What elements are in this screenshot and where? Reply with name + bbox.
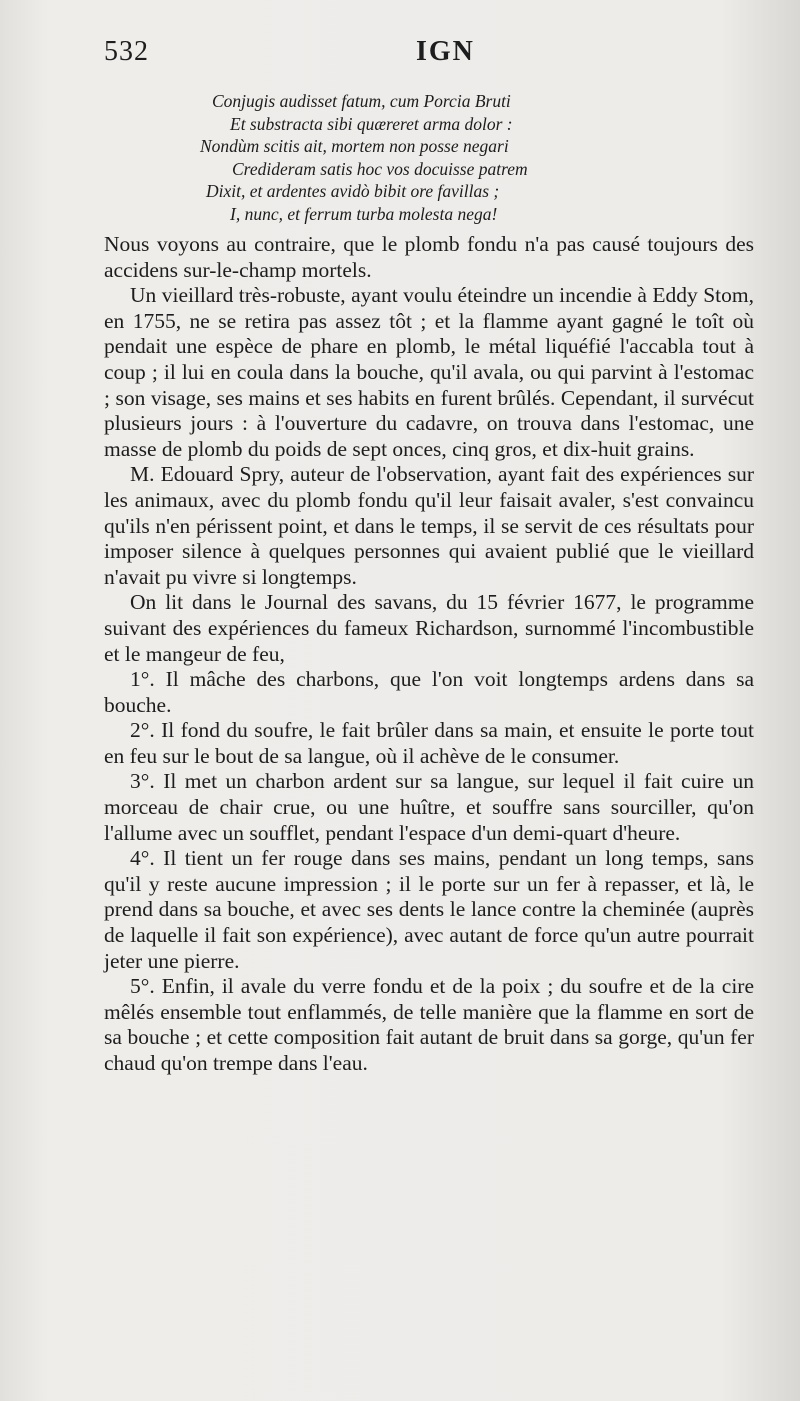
running-head: [104, 36, 754, 76]
verse-line: Nondùm scitis ait, mortem non posse negari: [200, 136, 509, 156]
verse-line: Dixit, et ardentes avidò bibit ore favillas ;: [206, 181, 500, 201]
body-text: [104, 232, 754, 1077]
paragraph: Un vieillard très-robuste, ayant voulu éteindre un incendie à Eddy Stom, en 1755, ne se retira pas assez tôt ; et la flamme ayant gagné le toît où pendait une espèce de phare en plomb, le métal liquéfié l'accabla tout à coup ; il lui en coula dans la bouche, qu'il avala, ou qui parvint à l'estomac ; son visage, ses mains et ses habits en furent brûlés. Cependant, il survécut plusieurs jours : à l'ouverture du cadavre, on trouva dans l'estomac, une masse de plomb du poids de sept onces, cinq gros, et dix-huit grains.: [104, 283, 754, 461]
paragraph: M. Edouard Spry, auteur de l'observation, ayant fait des expériences sur les animaux, avec du plomb fondu qu'il leur faisait avaler, s'est convaincu qu'ils n'en périssent point, et dans le temps, il se servit de ces résultats pour imposer silence à quelques personnes qui avaient publié que le vieillard n'avait pu vivre si longtemps.: [104, 462, 754, 589]
page-number: 532: [104, 36, 149, 67]
verse-line: I, nunc, et ferrum turba molesta nega!: [230, 203, 498, 224]
paragraph: 3°. Il met un charbon ardent sur sa langue, sur lequel il fait cuire un morceau de chair crue, ou une huître, et souffre sans sourciller, qu'on l'allume avec un soufflet, pendant l'espace d'un demi-quart d'heure.: [104, 769, 754, 845]
verse-line: Conjugis audisset fatum, cum Porcia Bruti: [212, 91, 511, 111]
running-title: IGN: [416, 36, 475, 67]
verse-line: Et substracta sibi quæreret arma dolor :: [230, 113, 513, 134]
paragraph: 4°. Il tient un fer rouge dans ses mains, pendant un long temps, sans qu'il y reste aucune impression ; il le porte sur un fer à repasser, et là, le prend dans sa bouche, et avec ses dents le lance contre la cheminée (auprès de laquelle il fait son expérience), avec autant de force qu'un autre pourrait jeter une pierre.: [104, 846, 754, 973]
verse-line: Credideram satis hoc vos docuisse patrem: [232, 158, 528, 179]
paragraph: 2°. Il fond du soufre, le fait brûler dans sa main, et ensuite le porte tout en feu sur le bout de sa langue, où il achève de le consumer.: [104, 718, 754, 768]
latin-verse-quotation: [200, 90, 640, 225]
paragraph: 1°. Il mâche des charbons, que l'on voit longtemps ardens dans sa bouche.: [104, 667, 754, 717]
paragraph: 5°. Enfin, il avale du verre fondu et de la poix ; du soufre et de la cire mêlés ensemble tout enflammés, de telle manière que la flamme en sort de sa bouche ; et cette composition fait autant de bruit dans sa gorge, qu'un fer chaud qu'on trempe dans l'eau.: [104, 974, 754, 1075]
paragraph: On lit dans le Journal des savans, du 15 février 1677, le programme suivant des expériences du fameux Richardson, surnommé l'incombustible et le mangeur de feu,: [104, 590, 754, 666]
paragraph: Nous voyons au contraire, que le plomb fondu n'a pas causé toujours des accidens sur-le-champ mortels.: [104, 232, 754, 282]
